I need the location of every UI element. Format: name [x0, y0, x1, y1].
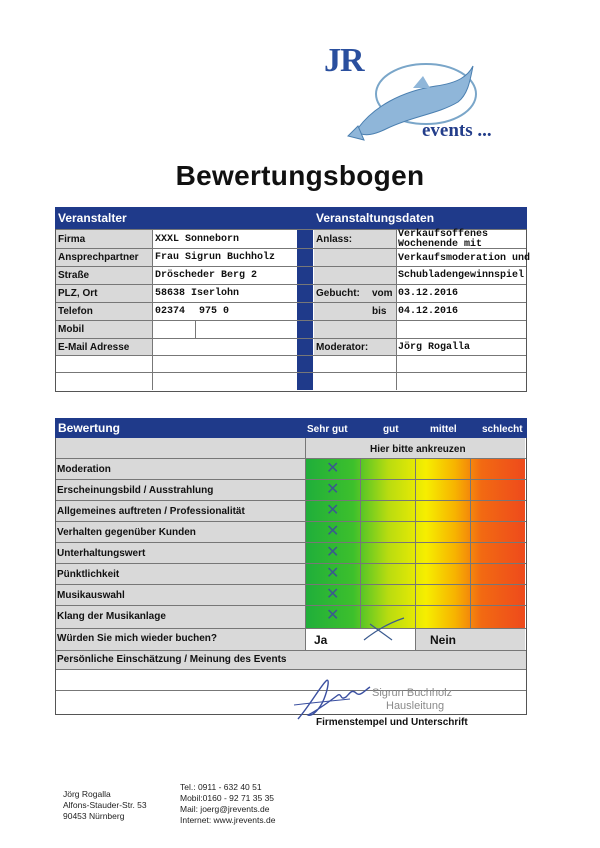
rebook-yes-cross-icon — [360, 616, 408, 644]
scale-label-mittel: mittel — [430, 424, 457, 435]
anlass-line-1: Verkaufsoffenes — [398, 229, 489, 240]
checkmark-unterhaltungswert[interactable]: ✕ — [326, 542, 340, 561]
checkmark-auftreten[interactable]: ✕ — [326, 500, 340, 519]
opinion-label: Persönliche Einschätzung / Meinung des Events — [57, 654, 287, 665]
value-vom: 03.12.2016 — [398, 288, 459, 299]
value-firma: XXXL Sonneborn — [155, 234, 240, 245]
checkmark-erscheinungsbild[interactable]: ✕ — [326, 479, 340, 498]
label-ansprechpartner: Ansprechpartner — [58, 252, 139, 263]
label-anlass: Anlass: — [316, 234, 353, 245]
value-telefon: 02374 — [155, 306, 186, 317]
checkmark-moderation[interactable]: ✕ — [326, 458, 340, 477]
footer-contact — [180, 782, 275, 826]
criterion-verhalten: Verhalten gegenüber Kunden — [57, 527, 196, 538]
criterion-auftreten: Allgemeines auftreten / Professionalität — [57, 506, 245, 517]
label-bis: bis — [372, 306, 387, 317]
anlass-line-4: Schubladengewinnspiel — [398, 270, 525, 281]
value-bis: 04.12.2016 — [398, 306, 459, 317]
value-moderator: Jörg Rogalla — [398, 342, 471, 353]
scale-label-sehr-gut: Sehr gut — [307, 424, 348, 435]
footer-address-line: 90453 Nürnberg — [63, 811, 125, 821]
label-telefon: Telefon — [58, 306, 93, 317]
label-moderator: Moderator: — [316, 342, 369, 353]
value-strasse: Dröscheder Berg 2 — [155, 270, 258, 281]
label-firma: Firma — [58, 234, 86, 245]
logo-tagline: events ... — [422, 120, 492, 141]
label-mobil: Mobil — [58, 324, 85, 335]
veranstalter-header-label: Veranstalter — [58, 211, 127, 225]
footer-contact-line: Mobil:0160 - 92 71 35 35 — [180, 793, 275, 803]
criterion-unterhaltungswert: Unterhaltungswert — [57, 548, 146, 559]
criterion-puenktlichkeit: Pünktlichkeit — [57, 569, 120, 580]
rebook-no[interactable]: Nein — [430, 633, 457, 647]
footer-contact-line: Tel.: 0911 - 632 40 51 — [180, 782, 262, 792]
scale-label-schlecht: schlecht — [482, 424, 523, 435]
logo-brand: JR — [324, 42, 364, 79]
checkmark-klang[interactable]: ✕ — [326, 605, 340, 624]
checkmark-verhalten[interactable]: ✕ — [326, 521, 340, 540]
label-email: E-Mail Adresse — [58, 342, 130, 353]
label-plz-ort: PLZ, Ort — [58, 288, 98, 299]
footer-contact-line[interactable]: Internet: www.jrevents.de — [180, 815, 276, 825]
signature-caption: Firmenstempel und Unterschrift — [316, 717, 468, 728]
footer-address-line: Alfons-Stauder-Str. 53 — [63, 800, 147, 810]
scale-label-gut: gut — [383, 424, 399, 435]
footer-address-line: Jörg Rogalla — [63, 789, 111, 799]
value-ansprechpartner: Frau Sigrun Buchholz — [155, 252, 276, 263]
checkmark-musikauswahl[interactable]: ✕ — [326, 584, 340, 603]
footer-address — [63, 789, 147, 822]
label-strasse: Straße — [58, 270, 90, 281]
anlass-line-2: Wochenende mit — [398, 239, 483, 250]
checkmark-puenktlichkeit[interactable]: ✕ — [326, 563, 340, 582]
criterion-klang: Klang der Musikanlage — [57, 611, 166, 622]
rebook-question: Würden Sie mich wieder buchen? — [57, 633, 218, 644]
footer-contact-line[interactable]: Mail: joerg@jrevents.de — [180, 804, 270, 814]
value-telefon-2: 975 0 — [199, 306, 230, 317]
criterion-musikauswahl: Musikauswahl — [57, 590, 125, 601]
criterion-moderation: Moderation — [57, 464, 111, 475]
company-logo — [318, 36, 518, 151]
stamp-role: Hausleitung — [386, 700, 445, 712]
criterion-erscheinungsbild: Erscheinungsbild / Ausstrahlung — [57, 485, 214, 496]
label-vom: vom — [372, 288, 393, 299]
stamp-name: Sigrun Buchholz — [372, 687, 453, 699]
bewertung-header-label: Bewertung — [58, 421, 121, 435]
rebook-yes[interactable]: Ja — [314, 633, 328, 647]
label-gebucht: Gebucht: — [316, 288, 360, 299]
instruction-text: Hier bitte ankreuzen — [370, 444, 466, 455]
veranstaltung-header-label: Veranstaltungsdaten — [316, 211, 435, 225]
value-plz-ort: 58638 Iserlohn — [155, 288, 240, 299]
page-title: Bewertungsbogen — [175, 160, 425, 191]
anlass-line-3: Verkaufsmoderation und — [398, 253, 531, 264]
divider-bar — [297, 229, 313, 390]
